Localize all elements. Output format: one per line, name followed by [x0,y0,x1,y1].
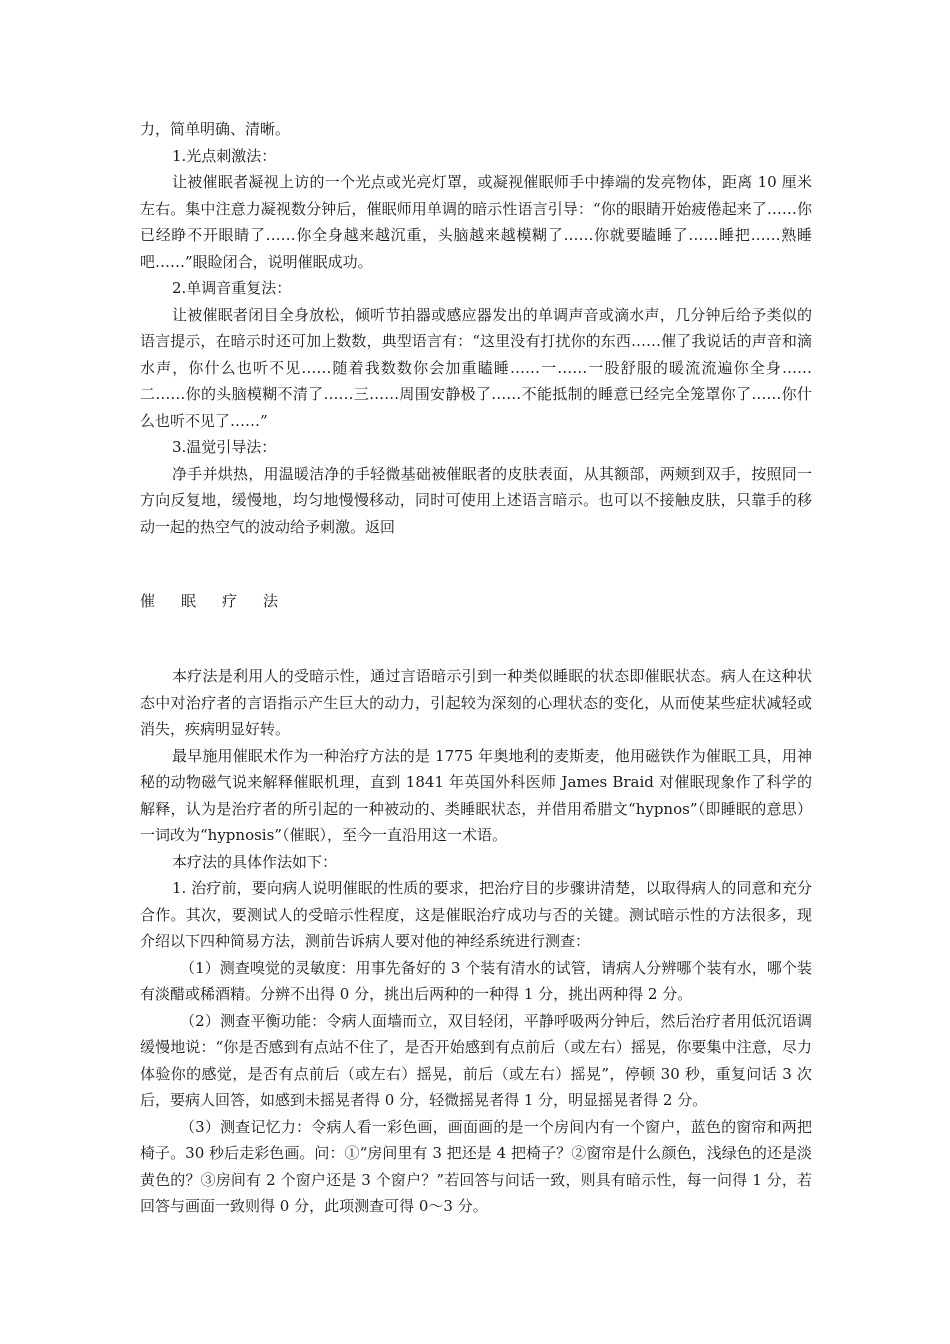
paragraph-test-smell: （1）测查嗅觉的灵敏度：用事先备好的 3 个装有清水的试管，请病人分辨哪个装有水，哪个装有淡醋或稀酒精。分辨不出得 0 分，挑出后两种的一种得 1 分，挑出两种得 2 分。 [140,958,812,1003]
paragraph-continuation: 力，简单明确、清晰。 [140,120,291,138]
subheading-monotone-repetition: 2.单调音重复法： [172,279,292,297]
top-section [140,116,812,540]
paragraph-step-1: 1. 治疗前，要向病人说明催眠的性质的要求，把治疗目的步骤讲清楚，以取得病人的同意和充分合作。其次，要测试人的受暗示性程度，这是催眠治疗成功与否的关键。测试暗示性的方法很多，现介绍以下四种简易方法，测前告诉病人要对他的神经系统进行测查： [140,879,812,950]
section-title-char: 法 [263,592,279,610]
paragraph-warmth-guidance: 净手并烘热，用温暖洁净的手轻微基础被催眠者的皮肤表面，从其额部，两颊到双手，按照同一方向反复地，缓慢地，均匀地慢慢移动，同时可使用上述语言暗示。也可以不接触皮肤，只靠手的移动一起的热空气的波动给予刺激。返回 [140,464,812,536]
section-title-char: 眠 [181,592,197,610]
section-title-char: 催 [140,592,156,610]
section-title [140,590,304,611]
paragraph-light-stimulation: 让被催眠者凝视上访的一个光点或光亮灯罩，或凝视催眠师手中捧端的发亮物体，距离 10 厘米左右。集中注意力凝视数分钟后，催眠师用单调的暗示性语言引导：“你的眼睛开始疲倦起来了……你已经睁不开眼睛了……你全身越来越沉重，头脑越来越模糊了……你就要瞌睡了……睡把……熟睡吧……”眼睑闭合，说明催眠成功。 [140,173,812,271]
paragraph-intro: 本疗法是利用人的受暗示性，通过言语暗示引到一种类似睡眠的状态即催眠状态。病人在这种状态中对治疗者的言语指示产生巨大的动力，引起较为深刻的心理状态的变化，从而使某些症状减轻或消失，疾病明显好转。 [140,667,812,738]
paragraph-method-intro: 本疗法的具体作法如下： [172,852,338,871]
subheading-warmth-guidance: 3.温觉引导法： [172,438,277,456]
subheading-light-stimulation: 1.光点刺激法： [172,146,277,165]
paragraph-test-balance: （2）测查平衡功能：令病人面墙而立，双目轻闭，平静呼吸两分钟后，然后治疗者用低沉语调缓慢地说：“你是否感到有点站不住了，是否开始感到有点前后（或左右）摇晃，你要集中注意，尽力体验你的感觉，是否有点前后（或左右）摇晃，前后（或左右）摇晃”，停顿 30 秒，重复问话 3 次后，要病人回答，如感到未摇晃者得 0 分，轻微摇晃者得 1 分，明显摇晃者得 2 分。 [140,1011,812,1109]
paragraph-monotone-repetition: 让被催眠者闭目全身放松，倾听节拍器或感应器发出的单调声音或滴水声，几分钟后给予类似的语言提示，在暗示时还可加上数数，典型语言有：“这里没有打扰你的东西……催了我说话的声音和滴水声，你什么也听不见……随着我数数你会加重瞌睡……一……一股舒服的暖流流遍你全身……二……你的头脑模糊不清了……三……周围安静极了……不能抵制的睡意已经完全笼罩你了……你什么也听不见了……” [140,305,812,430]
paragraph-history: 最早施用催眠术作为一种治疗方法的是 1775 年奥地利的麦斯麦，他用磁铁作为催眠工具，用神秘的动物磁气说来解释催眠机理，直到 1841 年英国外科医师 James Braid 对催眠现象作了科学的解释，认为是治疗者的所引起的一种被动的、类睡眠状态，并借用希腊文“hypnos”（即睡眠的意思）一词改为“hypnosis”（催眠），至今一直沿用这一术语。 [140,746,812,844]
paragraph-test-memory: （3）测查记忆力：令病人看一彩色画，画面画的是一个房间内有一个窗户，蓝色的窗帘和两把椅子。30 秒后走彩色画。问：①“房间里有 3 把还是 4 把椅子？②窗帘是什么颜色，浅绿色的还是淡黄色的？③房间有 2 个窗户还是 3 个窗户？”若回答与问话一致，则具有暗示性，每一问得 1 分，若回答与画面一致则得 0 分，此项测查可得 0～3 分。 [140,1117,812,1215]
main-section [140,663,812,1220]
section-title-char: 疗 [222,592,238,610]
